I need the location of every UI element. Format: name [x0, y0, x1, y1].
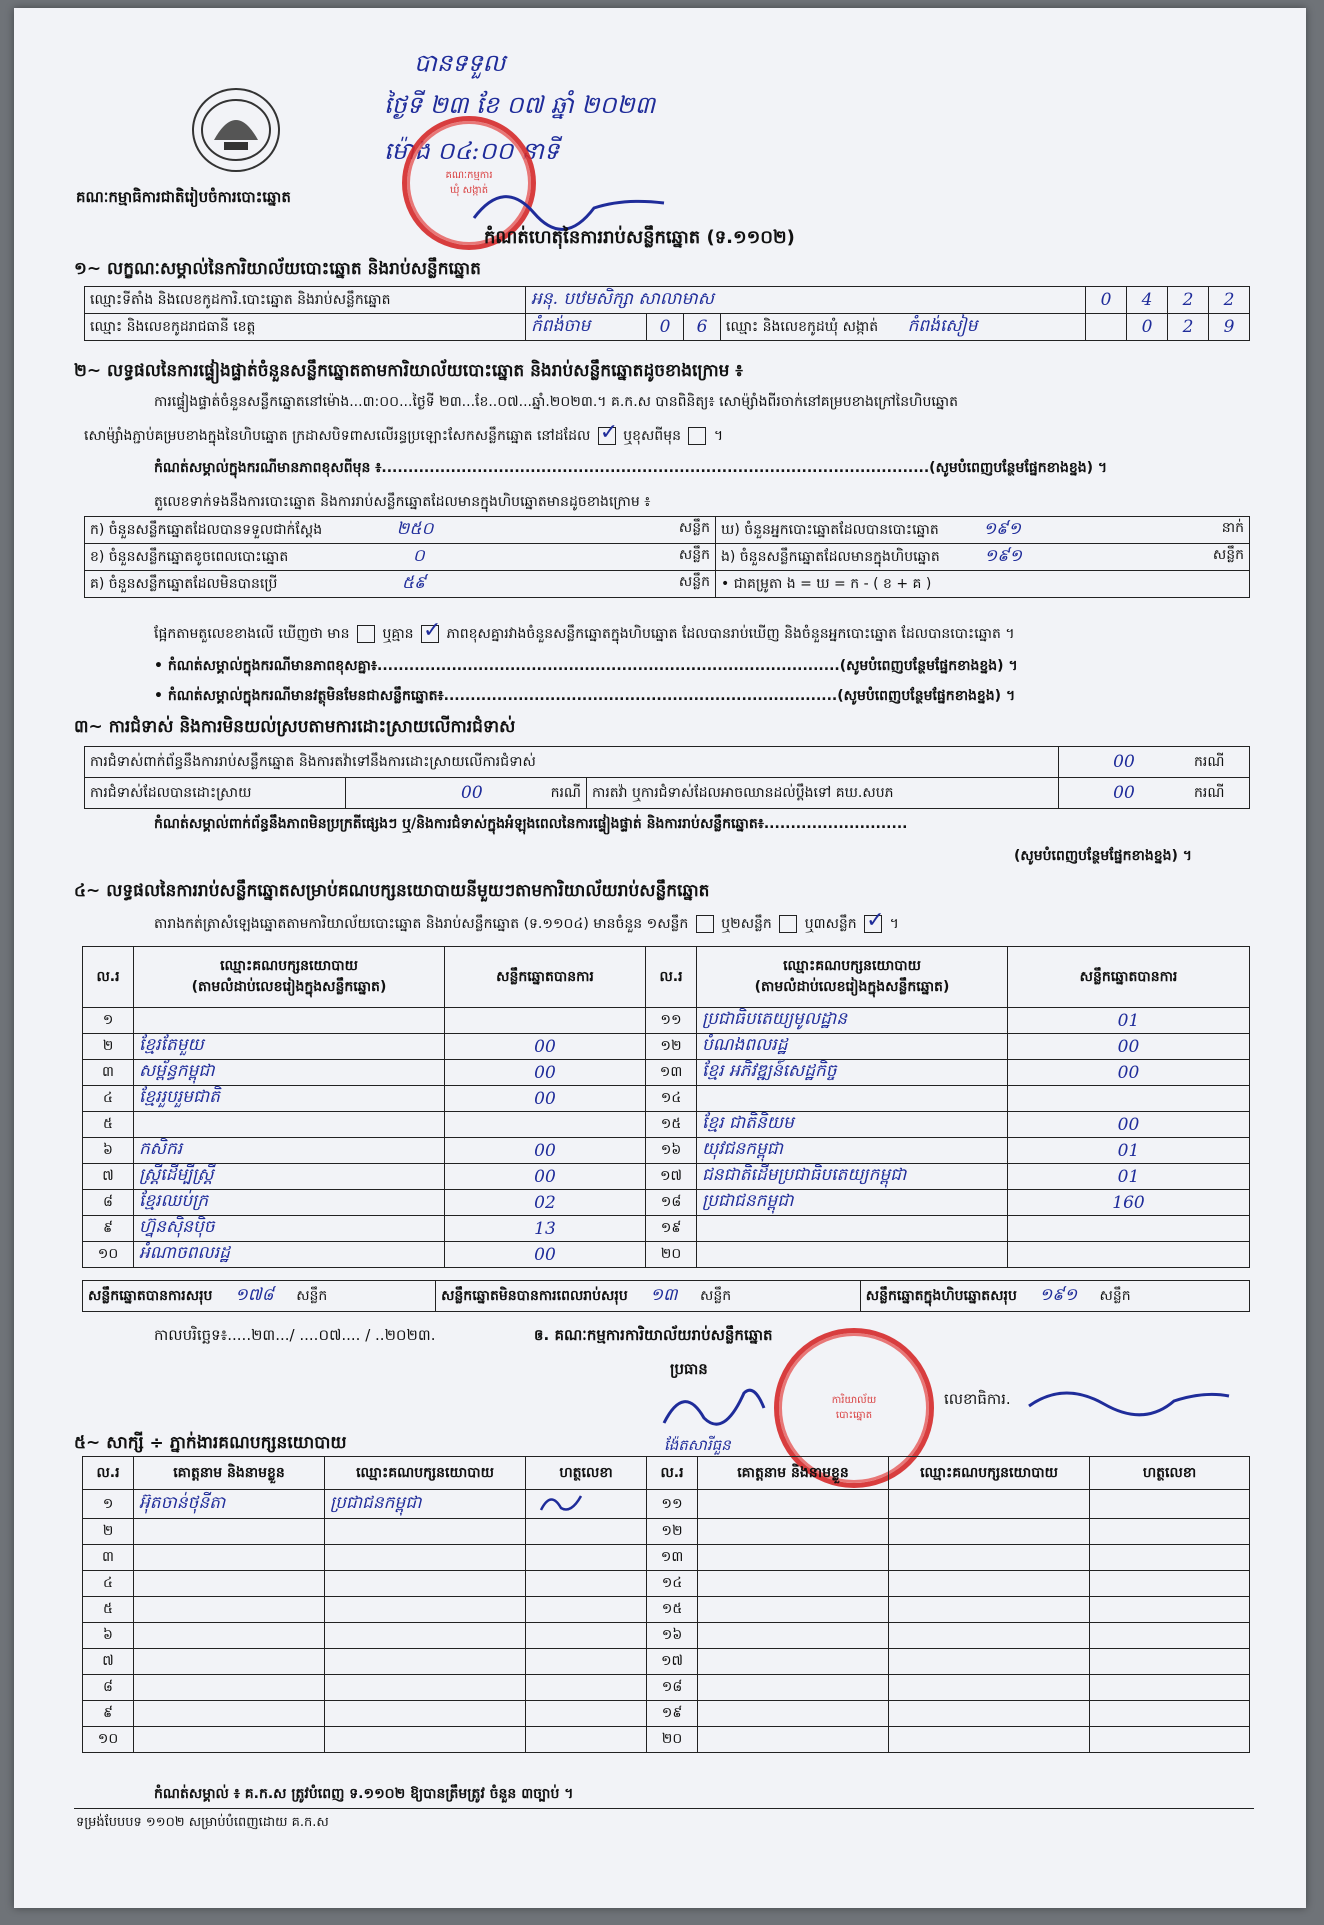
form-title: កំណត់ហេតុនៃការរាប់សន្លឹកឆ្នោត (ទ.១១០២)	[484, 227, 795, 248]
location-code-1: 0	[1086, 287, 1127, 314]
party-number: ៩	[83, 1216, 134, 1242]
box-total-label: សន្លឹកឆ្នោតក្នុងហិបឆ្នោតសរុប	[865, 1287, 1017, 1304]
party-number: ១១	[646, 1008, 697, 1034]
table-row	[83, 1242, 1250, 1268]
voters-value: ១៩១	[983, 518, 1021, 539]
witness-name	[698, 1727, 889, 1753]
witness-number: ៨	[83, 1675, 134, 1701]
org-name: គណៈកម្មាធិការជាតិរៀបចំការបោះឆ្នោត	[76, 188, 291, 206]
witness-signature	[1090, 1649, 1250, 1675]
resolved-label: ការជំទាស់ដែលបានដោះស្រាយ	[85, 778, 346, 809]
received-line-1: បានទទួល	[414, 49, 506, 77]
party-number: ២០	[646, 1242, 697, 1268]
witness-number: ១១	[647, 1490, 698, 1519]
witness-signature-mark	[531, 1490, 591, 1514]
w-col-party: ឈ្មោះគណបក្សនយោបាយ	[325, 1457, 526, 1490]
appeal-label: ការតវ៉ា ឬការជំទាស់ដែលអាចឈានដល់ប្តឹងទៅ គឃ.សបភ	[587, 778, 1059, 809]
location-code-2: 4	[1127, 287, 1168, 314]
received-line-3: ម៉ោង ០៤:០០ នាទី	[384, 137, 560, 165]
note-discrepancy: • កំណត់សម្គាល់ក្នុងករណីមានភាពខុសគ្នា៖.......................................................................................(សូមបំពេញបន្ថែមផ្នែកខាងខ្នង) ។	[154, 658, 1018, 674]
voters-label: ឃ) ចំនួនអ្នកបោះឆ្នោតដែលបានបោះឆ្នោត	[721, 521, 939, 538]
witness-name	[134, 1727, 325, 1753]
verify-text: សោម៉្សាំងភ្ជាប់គម្របខាងក្នុងនៃហិបឆ្នោត ក្រដាសបិទពាសលើរន្ធប្រឡោះសែកសន្លឹកឆ្នោត នៅដដែល	[84, 428, 591, 444]
witness-name	[698, 1701, 889, 1727]
tally-sheet-note: តារាងកត់ត្រាសំឡេងឆ្នោតតាមការិយាល័យបោះឆ្នោត និងរាប់សន្លឹកឆ្នោត (ទ.១១០៤) មានចំនួន ១សន្លឹក ឬ២សន្លឹក ឬ៣សន្លឹក ✓ ។	[154, 914, 899, 935]
witness-name: អ៊ុតចាន់ថុនីតា	[134, 1490, 325, 1519]
party-number: ៣	[83, 1060, 134, 1086]
objections-case: ករណី	[1189, 747, 1250, 778]
ballots-in-box-cell	[716, 544, 1250, 571]
witness-number: ១៨	[647, 1675, 698, 1701]
same-checkbox[interactable]	[598, 427, 616, 445]
party-votes: 00	[1008, 1060, 1250, 1086]
location-code-4: 2	[1209, 287, 1250, 314]
commune-value: កំពង់សៀម	[907, 315, 978, 336]
witness-party	[325, 1649, 526, 1675]
w-col-no-right: ល.រ	[647, 1457, 698, 1490]
witness-party	[889, 1649, 1090, 1675]
spoiled-ballots-value: ០	[412, 545, 425, 566]
witness-name	[698, 1597, 889, 1623]
col-no-right: ល.រ	[646, 947, 697, 1008]
witness-party	[889, 1490, 1090, 1519]
spoiled-ballots-label: ខ) ចំនួនសន្លឹកឆ្នោតខូចពេលបោះឆ្នោត	[90, 548, 289, 565]
figures-intro: តួលេខទាក់ទងនឹងការបោះឆ្នោត និងការរាប់សន្លឹកឆ្នោតដែលមានក្នុងហិបឆ្នោតមានដូចខាងក្រោម ៖	[154, 494, 651, 510]
unit-label: សន្លឹក	[678, 519, 710, 536]
witness-signature	[1090, 1597, 1250, 1623]
witness-party	[325, 1727, 526, 1753]
witness-name	[698, 1519, 889, 1545]
party-name: ខ្មែររួបរួមជាតិ	[134, 1086, 445, 1112]
witness-party	[889, 1675, 1090, 1701]
table-row	[83, 1216, 1250, 1242]
party-name	[697, 1242, 1008, 1268]
tally-text-b: ឬ២សន្លឹក	[721, 916, 772, 932]
witness-signature	[526, 1571, 647, 1597]
form-page	[14, 8, 1306, 1908]
table-row	[83, 1623, 1250, 1649]
party-votes	[1008, 1216, 1250, 1242]
party-number: ១០	[83, 1242, 134, 1268]
witness-signature	[1090, 1545, 1250, 1571]
box-total-value: ១៩១	[1039, 1284, 1078, 1305]
witness-signature	[526, 1519, 647, 1545]
chair-signature	[654, 1378, 774, 1438]
witness-signature	[1090, 1490, 1250, 1519]
chair-name: ង៉ែតសារីធួន	[664, 1436, 731, 1454]
table-row	[83, 1008, 1250, 1034]
difference-paragraph	[154, 624, 1015, 645]
party-name	[697, 1216, 1008, 1242]
witness-name	[698, 1675, 889, 1701]
party-votes: 13	[445, 1216, 646, 1242]
w-col-name: គោត្តនាម និងនាមខ្លួន	[134, 1457, 325, 1490]
col-party-right	[697, 947, 1008, 1008]
party-votes	[1008, 1242, 1250, 1268]
witness-party	[325, 1519, 526, 1545]
witness-number: ៥	[83, 1597, 134, 1623]
spoiled-ballots-cell	[85, 544, 716, 571]
col-party	[134, 947, 445, 1008]
commune-code-3: 9	[1209, 314, 1250, 341]
unit-label: នាក់	[1221, 519, 1244, 536]
footer-form: ទម្រង់បែបបទ ១១០២ សម្រាប់បំពេញដោយ គ.ក.ស	[76, 1815, 329, 1830]
col-party-title: ឈ្មោះគណបក្សនយោបាយ	[220, 958, 358, 974]
witness-name	[134, 1675, 325, 1701]
commune-code-1: 0	[1127, 314, 1168, 341]
irregularities-note: កំណត់សម្គាល់ពាក់ព័ន្ធនឹងភាពមិនប្រក្រតីផ្សេងៗ ឬ/និងការជំទាស់ក្នុងអំឡុងពេលនៃការផ្ទៀងផ្ទាត់ និងការរាប់សន្លឹកឆ្នោត៖...........................	[154, 816, 908, 832]
party-name: យុវជនកម្ពុជា	[697, 1138, 1008, 1164]
section-1-table	[84, 286, 1250, 341]
party-number: ១៧	[646, 1164, 697, 1190]
resolved-value: 00	[461, 782, 483, 803]
party-votes: 160	[1008, 1190, 1250, 1216]
table-row	[83, 1086, 1250, 1112]
w-col-party-right: ឈ្មោះគណបក្សនយោបាយ	[889, 1457, 1090, 1490]
received-line-2: ថ្ងៃទី ២៣ ខែ ០៧ ឆ្នាំ ២០២៣	[384, 91, 656, 119]
witness-name	[698, 1623, 889, 1649]
party-name	[134, 1112, 445, 1138]
two-sheets-checkbox[interactable]	[779, 915, 797, 933]
witness-signature	[1090, 1727, 1250, 1753]
witness-name	[134, 1597, 325, 1623]
party-votes: 00	[445, 1242, 646, 1268]
party-name: អំណាចពលរដ្ឋ	[134, 1242, 445, 1268]
witness-name	[698, 1490, 889, 1519]
commune-label: ឈ្មោះ និងលេខកូដឃុំ សង្កាត់	[726, 318, 879, 335]
witness-number: ៧	[83, 1649, 134, 1675]
witness-party	[325, 1623, 526, 1649]
verify-paragraph-1: ការផ្ទៀងផ្ទាត់ចំនួនសន្លឹកឆ្នោតនៅម៉ោង...៣:០០...ថ្ងៃទី ២៣...ខែ..០៧...ឆ្នាំ.២០២៣.។ គ.ក.ស បានពិនិត្យ៖ សោម៉្សាំងពីរចាក់នៅគម្របខាងក្រៅនៃហិបឆ្នោត	[154, 394, 958, 410]
difference-text: ផ្អែកតាមតួលេខខាងលើ ឃើញថា មាន	[154, 626, 350, 642]
location-code-3: 2	[1168, 287, 1209, 314]
party-name: ជនជាតិដើមប្រជាធិបតេយ្យកម្ពុជា	[697, 1164, 1008, 1190]
note-foreign-objects: • កំណត់សម្គាល់ក្នុងករណីមានវត្ថុមិនមែនជាសន្លឹកឆ្នោត៖..........................................................................(សូមបំពេញបន្ថែមផ្នែកខាងខ្នង) ។	[154, 688, 1016, 704]
witness-party	[325, 1545, 526, 1571]
official-stamp-bottom: ការិយាល័យ បោះឆ្នោត	[774, 1328, 934, 1488]
one-sheet-checkbox[interactable]	[696, 915, 714, 933]
table-row	[83, 1701, 1250, 1727]
verify-text-b: ឬខុសពីមុន	[623, 428, 681, 444]
witness-number: ២	[83, 1519, 134, 1545]
unused-ballots-cell	[85, 571, 716, 598]
witness-table	[82, 1456, 1250, 1753]
witness-number: ២០	[647, 1727, 698, 1753]
section-5-title: ៥~ សាក្សី ÷ ភ្នាក់ងារគណបក្សនយោបាយ	[74, 1433, 347, 1453]
witness-number: ៦	[83, 1623, 134, 1649]
location-value: អនុ. បឋមសិក្សា សាលាមាស	[526, 287, 1086, 314]
tally-text: តារាងកត់ត្រាសំឡេងឆ្នោតតាមការិយាល័យបោះឆ្នោត និងរាប់សន្លឹកឆ្នោត (ទ.១១០៤) មានចំនួន ១សន្លឹក	[154, 916, 689, 932]
table-row	[83, 1519, 1250, 1545]
figures-table	[84, 516, 1250, 598]
emblem-icon	[194, 90, 278, 170]
objections-value: 00	[1059, 747, 1190, 778]
witness-name	[698, 1649, 889, 1675]
witness-name	[134, 1701, 325, 1727]
difference-text-b: ឬគ្មាន	[382, 626, 414, 642]
unit-label: សន្លឹក	[1212, 546, 1244, 563]
three-sheets-checkbox[interactable]	[864, 915, 882, 933]
col-votes-right: សន្លឹកឆ្នោតបានការ	[1008, 947, 1250, 1008]
party-votes: 00	[445, 1138, 646, 1164]
party-name: ប្រជាជនកម្ពុជា	[697, 1190, 1008, 1216]
witness-party	[889, 1571, 1090, 1597]
unit-label: សន្លឹក	[1099, 1287, 1131, 1304]
party-votes	[445, 1008, 646, 1034]
witness-party	[325, 1675, 526, 1701]
witness-signature	[526, 1490, 647, 1519]
witness-signature	[1090, 1675, 1250, 1701]
party-votes	[445, 1112, 646, 1138]
commune-code-empty	[1086, 314, 1127, 341]
section-4-title: ៤~ លទ្ធផលនៃការរាប់សន្លឹកឆ្នោតសម្រាប់គណបក្សនយោបាយនីមួយៗតាមការិយាល័យរាប់សន្លឹកឆ្នោត	[74, 881, 710, 901]
resolved-cell	[346, 778, 587, 809]
province-code-1: 0	[647, 314, 684, 341]
witness-signature	[1090, 1623, 1250, 1649]
party-votes: 00	[445, 1164, 646, 1190]
received-ballots-cell	[85, 517, 716, 544]
witness-party	[889, 1727, 1090, 1753]
witness-signature	[526, 1597, 647, 1623]
difference-text-c: ភាពខុសគ្នារវាងចំនួនសន្លឹកឆ្នោតក្នុងហិបឆ្នោត ដែលបានរាប់ឃើញ និងចំនួនអ្នកបោះឆ្នោត ដែលបានបោះឆ្នោត ។	[446, 626, 1015, 642]
witness-party	[325, 1571, 526, 1597]
party-name: ប្រជាធិបតេយ្យមូលដ្ឋាន	[697, 1008, 1008, 1034]
appeal-case: ករណី	[1189, 778, 1250, 809]
col-party-sub: (តាមលំដាប់លេខរៀងក្នុងសន្លឹកឆ្នោត)	[191, 979, 387, 995]
section-2-title: ២~ លទ្ធផលនៃការផ្ទៀងផ្ទាត់ចំនួនសន្លឹកឆ្នោតតាមការិយាល័យបោះឆ្នោត និងរាប់សន្លឹកឆ្នោតដូចខាងក្រោម ៖	[74, 361, 743, 381]
unused-ballots-value: ៥៩	[401, 572, 426, 593]
w-col-name-right: គោត្តនាម និងនាមខ្លួន	[698, 1457, 889, 1490]
party-number: ៥	[83, 1112, 134, 1138]
received-ballots-label: ក) ចំនួនសន្លឹកឆ្នោតដែលបានទទួលជាក់ស្តែង	[90, 521, 323, 538]
party-votes: 01	[1008, 1008, 1250, 1034]
party-name: ខ្មែរ អភិវឌ្ឍន៍សេដ្ឋកិច្ច	[697, 1060, 1008, 1086]
col-party-sub: (តាមលំដាប់លេខរៀងក្នុងសន្លឹកឆ្នោត)	[754, 979, 950, 995]
witness-name	[134, 1545, 325, 1571]
party-votes: 00	[1008, 1034, 1250, 1060]
table-row	[83, 1190, 1250, 1216]
witness-number: ១៣	[647, 1545, 698, 1571]
appeal-value: 00	[1059, 778, 1190, 809]
witness-number: ៩	[83, 1701, 134, 1727]
commune-code-2: 2	[1168, 314, 1209, 341]
party-number: ១៤	[646, 1086, 697, 1112]
witness-number: ១៩	[647, 1701, 698, 1727]
section-1-title: ១~ លក្ខណៈសម្គាល់នៃការិយាល័យបោះឆ្នោត និងរាប់សន្លឹកឆ្នោត	[74, 259, 481, 279]
party-name: ហ្វ៊ុនស៊ិនប៉ិច	[134, 1216, 445, 1242]
province-label: ឈ្មោះ និងលេខកូដរាជធានី ខេត្ត	[85, 314, 526, 341]
party-number: ៧	[83, 1164, 134, 1190]
party-name: បំណងពលរដ្ឋ	[697, 1034, 1008, 1060]
party-name: កសិករ	[134, 1138, 445, 1164]
witness-number: ១៤	[647, 1571, 698, 1597]
nec-logo	[192, 88, 280, 172]
party-name	[697, 1086, 1008, 1112]
chair-label: ប្រធាន	[670, 1360, 708, 1378]
witness-signature	[526, 1623, 647, 1649]
witness-signature	[1090, 1519, 1250, 1545]
table-row	[83, 1597, 1250, 1623]
witness-signature	[1090, 1701, 1250, 1727]
w-col-sig: ហត្ថលេខា	[526, 1457, 647, 1490]
witness-signature	[526, 1675, 647, 1701]
table-row	[83, 1675, 1250, 1701]
party-number: ២	[83, 1034, 134, 1060]
party-name	[134, 1008, 445, 1034]
unit-label: សន្លឹក	[700, 1287, 732, 1304]
witness-party	[889, 1623, 1090, 1649]
invalid-total-cell	[436, 1281, 861, 1312]
valid-total-cell	[83, 1281, 436, 1312]
witness-signature	[526, 1701, 647, 1727]
witness-name	[134, 1623, 325, 1649]
witness-number: ១៦	[647, 1623, 698, 1649]
table-row	[83, 1060, 1250, 1086]
col-no: ល.រ	[83, 947, 134, 1008]
totals-table	[82, 1280, 1250, 1312]
no-difference-checkbox[interactable]	[421, 625, 439, 643]
ballots-in-box-value: ១៩១	[984, 545, 1022, 566]
footer-divider	[74, 1808, 1254, 1809]
unit-label: សន្លឹក	[296, 1287, 328, 1304]
w-col-sig-right: ហត្ថលេខា	[1090, 1457, 1250, 1490]
witness-name	[698, 1571, 889, 1597]
witness-name	[134, 1649, 325, 1675]
party-number: ១៨	[646, 1190, 697, 1216]
invalid-total-value: ១៣	[650, 1284, 678, 1305]
witness-party	[889, 1519, 1090, 1545]
witness-party	[889, 1597, 1090, 1623]
table-row	[83, 1164, 1250, 1190]
location-label: ឈ្មោះទីតាំង និងលេខកូដការិ.បោះឆ្នោត និងរាប់សន្លឹកឆ្នោត	[85, 287, 526, 314]
results-table	[82, 946, 1250, 1268]
witness-name	[698, 1545, 889, 1571]
province-value: កំពង់ចាម	[526, 314, 647, 341]
witness-party	[325, 1701, 526, 1727]
witness-number: ១០	[83, 1727, 134, 1753]
commune-block	[721, 314, 1086, 341]
witness-party	[889, 1545, 1090, 1571]
party-number: ១២	[646, 1034, 697, 1060]
table-row	[83, 1727, 1250, 1753]
different-checkbox[interactable]	[688, 427, 706, 445]
party-votes: 02	[445, 1190, 646, 1216]
party-number: ១	[83, 1008, 134, 1034]
witness-signature	[526, 1545, 647, 1571]
table-row	[83, 1034, 1250, 1060]
footer-note: កំណត់សម្គាល់ ៖ គ.ក.ស ត្រូវបំពេញ ទ.១១០២ ឱ្យបានត្រឹមត្រូវ ចំនួន ៣ច្បាប់ ។	[154, 1786, 574, 1802]
table-row	[83, 1138, 1250, 1164]
party-votes: 00	[445, 1086, 646, 1112]
witness-number: ៣	[83, 1545, 134, 1571]
party-votes: 00	[445, 1060, 646, 1086]
formula-cell: • ជាគម្រូតា ង = ឃ = ក - ( ខ + គ )	[716, 571, 1250, 598]
witness-number: ១២	[647, 1519, 698, 1545]
party-number: ១៩	[646, 1216, 697, 1242]
witness-number: ១	[83, 1490, 134, 1519]
note-difference: កំណត់សម្គាល់ក្នុងករណីមានភាពខុសពីមុន ៖.......................................................................................................(សូមបំពេញបន្ថែមផ្នែកខាងខ្នង) ។	[154, 460, 1108, 476]
w-col-no: ល.រ	[83, 1457, 134, 1490]
party-votes: 00	[445, 1034, 646, 1060]
party-name: ខ្មែរឈប់ក្រ	[134, 1190, 445, 1216]
table-row	[83, 1545, 1250, 1571]
party-number: ១៣	[646, 1060, 697, 1086]
date-line: កាលបរិច្ឆេទ៖.....២៣.../ ....០៧.... / ..២០២៣.	[154, 1326, 436, 1344]
witness-party: ប្រជាជនកម្ពុជា	[325, 1490, 526, 1519]
party-name: សម្ព័ន្ធកម្ពុជា	[134, 1060, 445, 1086]
table-row	[83, 1571, 1250, 1597]
party-number: ១៥	[646, 1112, 697, 1138]
party-votes	[1008, 1086, 1250, 1112]
received-ballots-value: ២៥០	[396, 518, 434, 539]
has-difference-checkbox[interactable]	[357, 625, 375, 643]
resolved-case: ករណី	[550, 784, 581, 801]
verify-paragraph-2: សោម៉្សាំងភ្ជាប់គម្របខាងក្នុងនៃហិបឆ្នោត ក្រដាសបិទពាសលើរន្ធប្រឡោះសែកសន្លឹកឆ្នោត នៅដដែល ✓ ឬខុសពីមុន ។	[84, 426, 723, 447]
witness-name	[134, 1571, 325, 1597]
irregularities-note-end: (សូមបំពេញបន្ថែមផ្នែកខាងខ្នង) ។	[1014, 848, 1192, 864]
committee-label: ឲ. គណៈកម្មការការិយាល័យរាប់សន្លឹកឆ្នោត	[534, 1326, 773, 1344]
voters-cell	[716, 517, 1250, 544]
witness-number: ១៥	[647, 1597, 698, 1623]
col-votes: សន្លឹកឆ្នោតបានការ	[445, 947, 646, 1008]
party-name: ខ្មែរ ជាតិនិយម	[697, 1112, 1008, 1138]
witness-number: ១៧	[647, 1649, 698, 1675]
unit-label: សន្លឹក	[678, 546, 710, 563]
witness-signature	[526, 1727, 647, 1753]
province-code-2: 6	[684, 314, 721, 341]
witness-signature	[1090, 1571, 1250, 1597]
party-number: ៤	[83, 1086, 134, 1112]
secretary-signature	[1024, 1376, 1234, 1426]
tally-text-c: ឬ៣សន្លឹក	[804, 916, 857, 932]
party-number: ៦	[83, 1138, 134, 1164]
unit-label: សន្លឹក	[678, 573, 710, 590]
witness-name	[134, 1519, 325, 1545]
box-total-cell	[860, 1281, 1249, 1312]
party-name: ខ្មែរតែមួយ	[134, 1034, 445, 1060]
witness-party	[889, 1701, 1090, 1727]
witness-signature	[526, 1649, 647, 1675]
secretary-label: លេខាធិការ.	[944, 1390, 1011, 1408]
party-number: ១៦	[646, 1138, 697, 1164]
valid-total-value: ១៧៨	[234, 1284, 274, 1305]
witness-number: ៤	[83, 1571, 134, 1597]
table-row	[83, 1490, 1250, 1519]
valid-total-label: សន្លឹកឆ្នោតបានការសរុប	[88, 1287, 213, 1304]
objections-table	[84, 746, 1250, 809]
party-votes: 01	[1008, 1164, 1250, 1190]
table-row	[83, 1649, 1250, 1675]
party-name: ស្ត្រីដើម្បីស្ត្រី	[134, 1164, 445, 1190]
party-votes: 01	[1008, 1138, 1250, 1164]
invalid-total-label: សន្លឹកឆ្នោតមិនបានការពេលរាប់សរុប	[441, 1287, 628, 1304]
official-stamp-top: គណៈកម្មការ ឃុំ សង្កាត់	[402, 116, 536, 250]
table-row	[83, 1112, 1250, 1138]
witness-party	[325, 1597, 526, 1623]
party-number: ៨	[83, 1190, 134, 1216]
party-votes: 00	[1008, 1112, 1250, 1138]
objections-label: ការជំទាស់ពាក់ព័ន្ធនឹងការរាប់សន្លឹកឆ្នោត និងការតវ៉ាទៅនឹងការដោះស្រាយលើការជំទាស់	[85, 747, 1059, 778]
section-3-title: ៣~ ការជំទាស់ និងការមិនយល់ស្របតាមការដោះស្រាយលើការជំទាស់	[74, 717, 516, 737]
unused-ballots-label: គ) ចំនួនសន្លឹកឆ្នោតដែលមិនបានប្រើ	[90, 575, 278, 592]
col-party-title: ឈ្មោះគណបក្សនយោបាយ	[783, 958, 921, 974]
ballots-in-box-label: ង) ចំនួនសន្លឹកឆ្នោតដែលមានក្នុងហិបឆ្នោត	[721, 548, 940, 565]
